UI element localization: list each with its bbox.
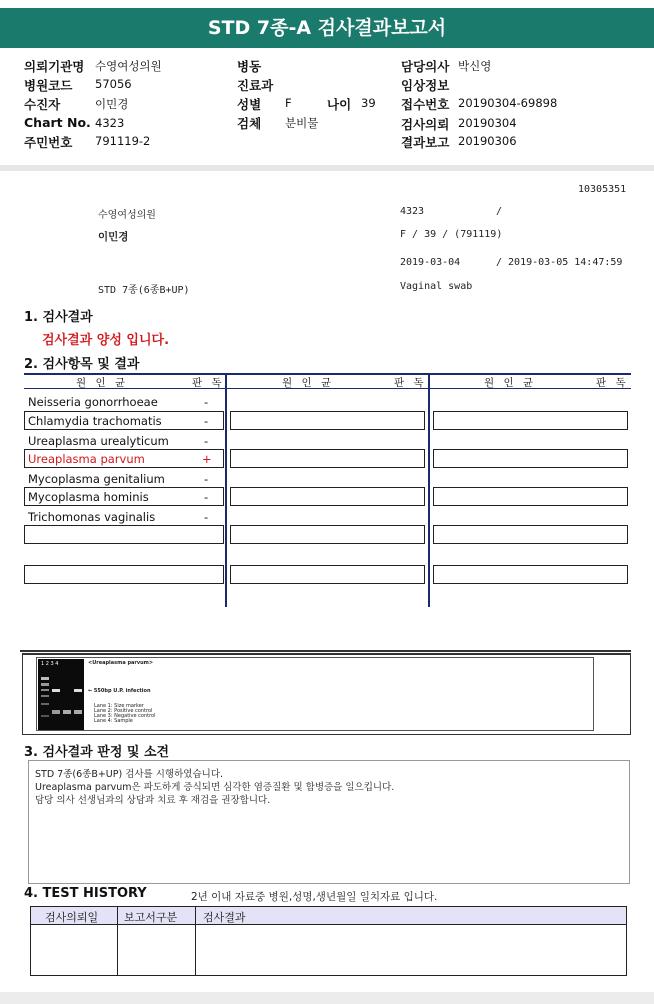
- result-positive: 검사결과 양성 입니다.: [42, 333, 170, 348]
- col-judgement-2: 판 독: [394, 377, 427, 389]
- report-value: 20190306: [458, 134, 517, 148]
- request-value: 20190304: [458, 116, 517, 130]
- age-value: 39: [361, 96, 376, 110]
- gel-electrophoresis-image: [38, 659, 84, 730]
- gel-legend-item: Lane 2: Positive control: [94, 708, 153, 714]
- sex-value: F: [285, 96, 292, 110]
- patient-value: 이민경: [95, 97, 129, 111]
- receipt-label: 접수번호: [401, 97, 450, 112]
- col-judgement-3: 판 독: [596, 377, 629, 389]
- empty-cell: [230, 565, 425, 584]
- history-col-type: 보고서구분: [124, 911, 178, 924]
- form-patient: 이민경: [98, 231, 129, 243]
- report-label: 결과보고: [401, 135, 450, 150]
- form-date-reported: / 2019-03-05 14:47:59: [496, 257, 623, 268]
- doctor-label: 담당의사: [401, 59, 450, 74]
- patient-label: 수진자: [24, 97, 61, 112]
- form-hospital: 수영여성의원: [98, 210, 156, 221]
- section1-title: 1. 검사결과: [24, 310, 93, 325]
- code-label: 병원코드: [24, 78, 73, 93]
- form-date-received: 2019-03-04: [400, 257, 461, 268]
- code-value: 57056: [95, 77, 132, 91]
- col-pathogen-2: 원 인 균: [282, 377, 335, 389]
- history-col-date: 검사의뢰일: [45, 911, 99, 924]
- form-test-name: STD 7종(6종B+UP): [98, 285, 190, 296]
- pathogen-name: Ureaplasma urealyticum: [28, 434, 169, 448]
- empty-cell: [433, 449, 628, 468]
- empty-cell: [230, 449, 425, 468]
- pathogen-mark: -: [204, 395, 209, 409]
- column-divider-2: [428, 373, 430, 607]
- request-label: 검사의뢰: [401, 117, 450, 132]
- gel-bands-svg: [38, 659, 84, 730]
- section3-title: 3. 검사결과 판정 및 소견: [24, 745, 170, 760]
- pathogen-mark: -: [204, 490, 209, 504]
- opinion-line: STD 7종(6종B+UP) 검사를 시행하였습니다.: [35, 769, 224, 780]
- pathogen-name: Neisseria gonorrhoeae: [28, 395, 158, 409]
- col-pathogen-3: 원 인 균: [484, 377, 537, 389]
- form-sex-age: F / 39 / (791119): [400, 229, 503, 240]
- gel-legend-item: Lane 1: Size marker: [94, 703, 144, 709]
- gel-legend-item: Lane 3: Negative control: [94, 713, 156, 719]
- specimen-value: 분비물: [285, 116, 319, 130]
- pathogen-mark: -: [204, 510, 209, 524]
- id-value: 791119-2: [95, 134, 151, 148]
- report-id: 10305351: [578, 184, 627, 195]
- pathogen-mark: -: [204, 414, 209, 428]
- gel-lane-numbers: 1 2 3 4: [41, 661, 59, 667]
- empty-cell: [24, 525, 224, 544]
- result-grid-header: [24, 373, 631, 389]
- report-title: STD 7종-A 검사결과보고서: [0, 8, 654, 48]
- id-label: 주민번호: [24, 135, 73, 150]
- pathogen-name: Chlamydia trachomatis: [28, 414, 162, 428]
- receipt-value: 20190304-69898: [458, 96, 558, 110]
- footer-band: [0, 992, 654, 1004]
- pathogen-mark: -: [204, 472, 209, 486]
- history-table: [30, 906, 627, 976]
- clinical-label: 임상정보: [401, 78, 450, 93]
- empty-cell: [230, 487, 425, 506]
- section2-title: 2. 검사항목 및 결과: [24, 357, 140, 372]
- history-note: 2년 이내 자료중 병원,성명,생년월일 일치자료 입니다.: [191, 891, 438, 903]
- empty-cell: [433, 565, 628, 584]
- history-table-header: [31, 907, 626, 925]
- gel-top-rule: [20, 650, 631, 652]
- pathogen-name: Mycoplasma genitalium: [28, 472, 165, 486]
- opinion-line: Ureaplasma parvum은 파도하게 증식되면 심각한 염증질환 및 합병증을 일으킵니다.: [35, 782, 395, 793]
- chart-label: Chart No.: [24, 115, 91, 130]
- pathogen-name: Trichomonas vaginalis: [28, 510, 156, 524]
- doctor-value: 박신영: [458, 59, 492, 73]
- pathogen-mark-positive: +: [202, 452, 212, 466]
- col-judgement-1: 판 독: [192, 377, 225, 389]
- chart-value: 4323: [95, 116, 125, 130]
- dept-label: 진료과: [237, 78, 274, 93]
- pathogen-name-positive: Ureaplasma parvum: [28, 452, 145, 466]
- history-col-result: 검사결과: [203, 911, 246, 924]
- age-label: 나이: [327, 97, 352, 112]
- column-divider-1: [225, 373, 227, 607]
- section4-title: 4. TEST HISTORY: [24, 886, 147, 901]
- empty-cell: [230, 411, 425, 430]
- specimen-label: 검체: [237, 116, 262, 131]
- empty-cell: [433, 525, 628, 544]
- empty-cell: [24, 565, 224, 584]
- form-chart-slash: /: [496, 206, 503, 217]
- opinion-line: 담당 의사 선생님과의 상담과 치료 후 재검을 권장합니다.: [35, 795, 271, 806]
- gel-band-label: ← 550bp U.P. infection: [88, 688, 151, 694]
- sex-label: 성별: [237, 97, 262, 112]
- history-divider: [195, 907, 196, 975]
- header-divider: [0, 165, 654, 171]
- ward-label: 병동: [237, 59, 262, 74]
- hospital-label: 의뢰기관명: [24, 59, 85, 74]
- gel-title: <Ureaplasma parvum>: [88, 660, 154, 666]
- form-chart: 4323: [400, 206, 425, 217]
- history-divider: [117, 907, 118, 975]
- col-pathogen-1: 원 인 균: [76, 377, 129, 389]
- hospital-value: 수영여성의원: [95, 59, 162, 73]
- pathogen-mark: -: [204, 434, 209, 448]
- gel-legend-item: Lane 4: Sample: [94, 718, 133, 724]
- empty-cell: [230, 525, 425, 544]
- empty-cell: [433, 411, 628, 430]
- pathogen-name: Mycoplasma hominis: [28, 490, 149, 504]
- form-specimen: Vaginal swab: [400, 281, 473, 292]
- empty-cell: [433, 487, 628, 506]
